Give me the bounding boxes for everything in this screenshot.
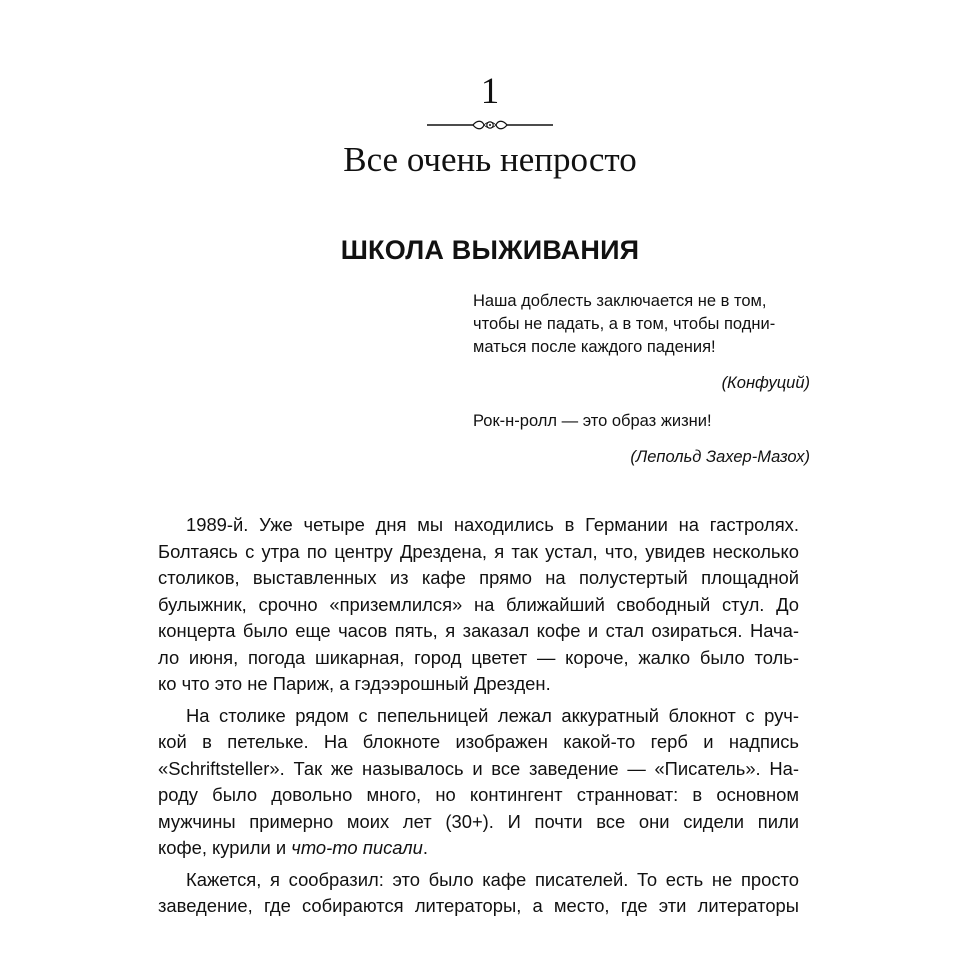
text-line: ло июня, погода шикарная, город цветет — короче, жалко было толь- xyxy=(158,646,799,668)
text-line: Кажется, я сообразил: это было кафе писателей. То есть не просто xyxy=(186,868,799,890)
italic-phrase: что-то писали xyxy=(291,837,423,858)
text-line: заведение, где собираются литераторы, а место, где эти литераторы xyxy=(158,895,799,916)
text-line xyxy=(158,835,799,862)
epigraph xyxy=(473,410,810,469)
text-line: концерта было еще часов пять, я заказал кофе и стал озираться. Нача- xyxy=(158,620,799,641)
section-heading: ШКОЛА ВЫЖИВАНИЯ xyxy=(340,235,640,265)
text-line: Болтаясь с утра по центру Дрездена, я так устал, что, увидев несколько xyxy=(158,540,799,562)
chapter-number: 1 xyxy=(480,71,500,112)
epigraph-line: Рок-н-ролл — это образ жизни! xyxy=(473,412,712,430)
epigraph-attribution: (Лепольд Захер-Мазох) xyxy=(630,448,810,466)
text-line: На столике рядом с пепельницей лежал аккуратный блокнот с руч- xyxy=(186,704,799,726)
epigraph-line: чтобы не падать, а в том, чтобы подни- xyxy=(473,315,776,333)
text-line: кой в петельке. На блокноте изображен какой-то герб и надпись xyxy=(158,731,799,752)
chapter-title: Все очень непросто xyxy=(343,140,637,179)
epigraph-line: маться после каждого падения! xyxy=(473,338,716,356)
body-text xyxy=(158,512,799,920)
text-line: булыжник, срочно «приземлился» на ближайший свободный стул. До xyxy=(158,593,799,615)
text-line: 1989-й. Уже четыре дня мы находились в Германии на гастролях. xyxy=(186,514,799,535)
epigraph-line: Наша доблесть заключается не в том, xyxy=(473,292,767,310)
text-segment: кофе, курили и xyxy=(158,837,292,858)
text-line: роду было довольно много, но контингент странноват: в основном xyxy=(158,784,799,805)
text-line: «Schriftsteller». Так же называлось и все заведение — «Писатель». На- xyxy=(158,757,799,779)
epigraph-attribution: (Конфуций) xyxy=(721,374,810,392)
text-line: столиков, выставленных из кафе прямо на полустертый площадной xyxy=(158,567,799,588)
text-segment: . xyxy=(422,837,429,858)
ornament-divider-icon xyxy=(425,117,555,133)
epigraph xyxy=(473,290,810,395)
text-line: ко что это не Париж, а гэдээрошный Дрезден. xyxy=(158,673,551,694)
text-line: мужчины примерно моих лет (30+). И почти все они сидели пили xyxy=(158,810,799,832)
